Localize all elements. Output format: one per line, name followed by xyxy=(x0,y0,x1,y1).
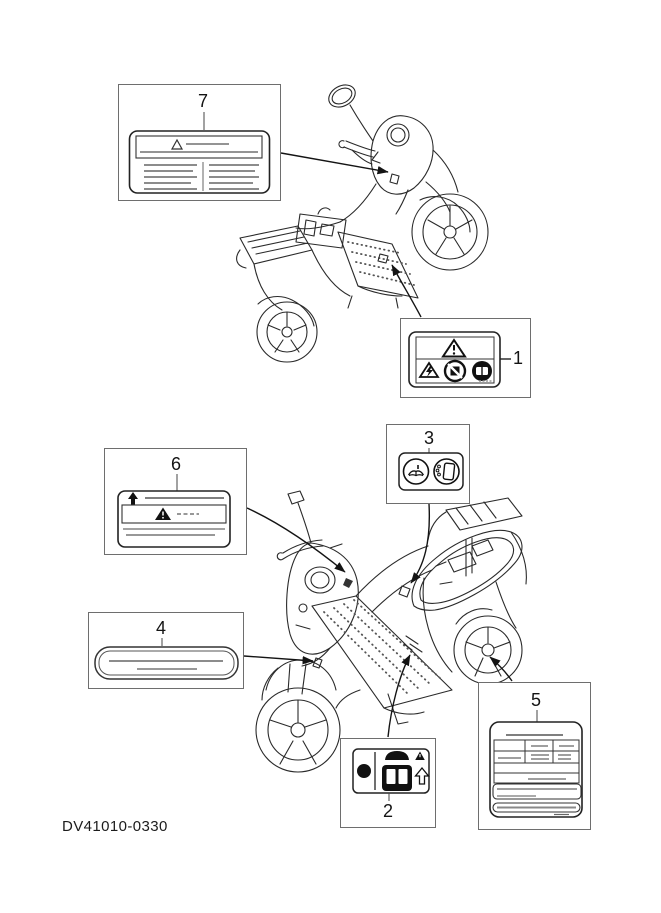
mirror xyxy=(288,491,311,543)
tail-and-rear-wheel xyxy=(254,250,350,362)
leader-2 xyxy=(388,655,410,737)
callout-number-1: 1 xyxy=(513,348,524,368)
leader-7 xyxy=(281,153,388,172)
dot-icon xyxy=(357,764,371,778)
callout-box-6[interactable] xyxy=(104,448,247,555)
mirror xyxy=(325,81,373,141)
leader-6 xyxy=(247,508,345,572)
read-manual-book-icon xyxy=(472,361,492,381)
open-seat-compartment xyxy=(296,184,376,248)
callout-number-2: 2 xyxy=(383,801,394,821)
front-wheel xyxy=(412,150,488,270)
callout-box-1[interactable] xyxy=(400,318,531,398)
battery-compartment-icon xyxy=(382,765,412,791)
callout-number-5: 5 xyxy=(531,690,542,710)
callout-number-7: 7 xyxy=(198,91,209,111)
callout-box-5[interactable] xyxy=(478,682,591,830)
callout-box-2[interactable] xyxy=(340,738,436,828)
handlebar xyxy=(339,141,375,164)
front-cowl xyxy=(371,116,433,214)
callout-box-7[interactable] xyxy=(118,84,281,201)
headlight xyxy=(387,124,409,146)
callout-box-3[interactable] xyxy=(386,424,470,504)
open-underseat-tray xyxy=(399,530,522,610)
rear-wheel xyxy=(423,532,526,684)
warning-label-art-1 xyxy=(401,319,530,397)
front-wheel xyxy=(256,660,340,772)
label-7-location-mark xyxy=(390,174,399,184)
leader-4 xyxy=(244,656,313,661)
front-cowl xyxy=(287,543,359,668)
drawing-number: DV41010-0330 xyxy=(62,818,168,835)
leader-3 xyxy=(411,504,429,583)
callout-number-3: 3 xyxy=(424,428,435,448)
rear-carrier xyxy=(237,226,312,268)
callout-number-4: 4 xyxy=(156,618,167,638)
floorboard xyxy=(338,232,418,308)
floorboard xyxy=(312,596,452,724)
label-2-location-vent xyxy=(404,636,422,652)
label-6-location-mark xyxy=(343,578,353,588)
rear-carrier xyxy=(428,498,522,540)
callout-box-4[interactable] xyxy=(88,612,244,689)
headlight xyxy=(305,567,335,593)
callout-number-6: 6 xyxy=(171,454,182,474)
